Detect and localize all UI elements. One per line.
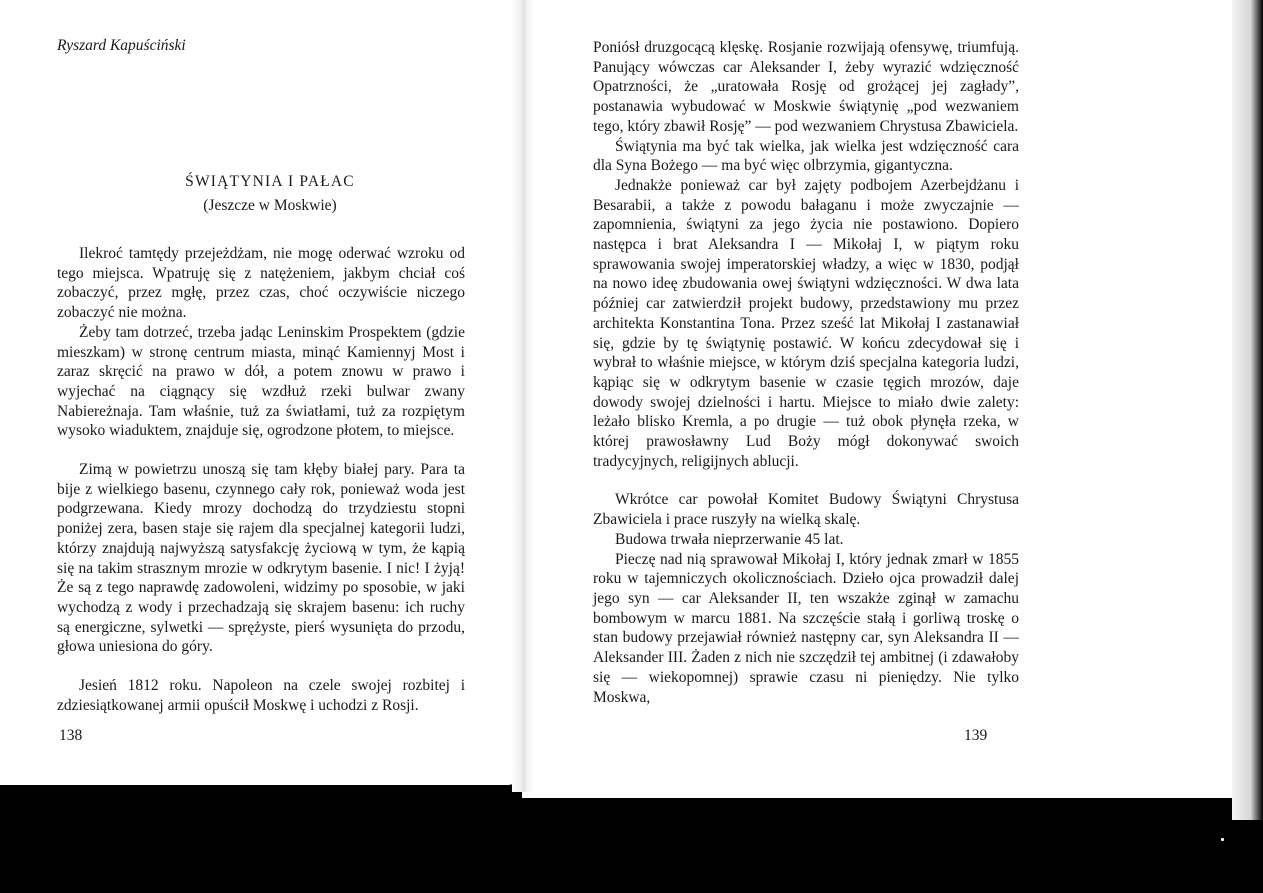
paragraph: Zimą w powietrzu unoszą się tam kłęby białej pary. Para ta bije z wielkiego basenu, czynnego cały rok, ponieważ woda jest podgrzewana. Kiedy mrozy dochodzą do trzydziestu stopni poniżej zera, basen staje się rajem dla specjalnej kategorii ludzi, którzy znajdują najwyższą satysfakcję życiową w tym, że kąpią się na takim strasznym mrozie w odkrytym basenie. I nic! I żyją! Że są z tego naprawdę zadowoleni, widzimy po sposobie, w jaki wychodzą z wody i przechadzają się skrajem basenu: ich ruchy są energiczne, sylwetki — sprężyste, pierś wysunięta do przodu, głowa uniesiona do góry.: [57, 461, 465, 656]
right-page-body: [593, 38, 1019, 707]
paragraph: Ilekroć tamtędy przejeżdżam, nie mogę oderwać wzroku od tego miejsca. Wpatruję się z natężeniem, jakbym chciał coś zobaczyć, przez mgłę, przez czas, choć oczywiście niczego zobaczyć nie można.: [57, 245, 465, 322]
page-edge-shadow: [1232, 0, 1263, 820]
left-page-body: [57, 244, 465, 715]
right-page: [522, 0, 1243, 798]
paragraph: Świątynia ma być tak wielka, jak wielka jest wdzięczność cara dla Syna Bożego — ma być więc olbrzymia, gigantyczna.: [593, 137, 1019, 175]
left-page: [0, 0, 522, 785]
chapter-title: ŚWIĄTYNIA I PAŁAC: [185, 173, 355, 190]
page-number: 139: [964, 727, 988, 744]
running-head: Ryszard Kapuściński: [57, 37, 186, 54]
chapter-subtitle: (Jeszcze w Moskwie): [203, 197, 337, 214]
paragraph: Żeby tam dotrzeć, trzeba jadąc Leninskim Prospektem (gdzie mieszkam) w stronę centrum miasta, minąć Kamiennyj Most i zaraz skręcić na prawo w dół, a potem znowu w prawo i wyjechać na ciągnący się wzdłuż rzeki bulwar zwany Nabiereżnaja. Tam właśnie, tuż za światłami, tuż za rozpiętym wysoko wiaduktem, znajduje się, ogrodzone płotem, to miejsce.: [57, 323, 465, 440]
paragraph: Poniósł druzgocącą klęskę. Rosjanie rozwijają ofensywę, triumfują. Panujący wówczas car Aleksander I, żeby wyrazić wdzięczność Opatrzności, że „uratowała Rosję od grożącej jej zagłady”, postanawia wybudować w Moskwie świątynię „pod wezwaniem tego, który zbawił Rosję” — pod wezwaniem Chrystusa Zbawiciela.: [593, 39, 1019, 135]
dust-speck: [1221, 838, 1224, 841]
paragraph: Jednakże ponieważ car był zajęty podbojem Azerbejdżanu i Besarabii, a także z powodu bałaganu i może zwyczajnie — zapomnienia, świątyni za jego życia nie postawiono. Dopiero następca i brat Aleksandra I — Mikołaj I, w piątym roku sprawowania swojej imperatorskiej władzy, a więc w 1830, podjął na nowo ideę zbudowania owej świątyni wdzięczności. W dwa lata później car zatwierdził projekt budowy, przedstawiony mu przez architekta Konstantina Tona. Przez sześć lat Mikołaj I zastanawiał się, gdzie by tę świątynię postawić. W końcu zdecydował się i wybrał to właśnie miejsce, w którym dziś specjalna kategoria ludzi, kąpiąc się w odkrytym basenie w czasie tęgich mrozów, daje dowody swojej dzielności i hartu. Miejsce to miało dwie zalety: leżało blisko Kremla, a po drugie — tuż obok płynęła rzeka, w której prawosławny Lud Boży mógł dokonywać swoich tradycyjnych, religijnych ablucji.: [593, 176, 1019, 470]
paragraph: Budowa trwała nieprzerwanie 45 lat.: [615, 530, 844, 548]
paragraph: Wkrótce car powołał Komitet Budowy Świątyni Chrystusa Zbawiciela i prace ruszyły na wielką skalę.: [593, 491, 1019, 529]
paragraph: Pieczę nad nią sprawował Mikołaj I, który jednak zmarł w 1855 roku w tajemniczych okolicznościach. Dzieło ojca prowadził dalej jego syn — car Aleksander II, ten wszakże zginął w zamachu bombowym w marcu 1881. Na szczęście stałą i gorliwą troskę o stan budowy przejawiał również następny car, syn Aleksandra II — Aleksander III. Żaden z nich nie szczędził tej ambitnej (i zdawałoby się — wiekopomnej) sprawie czasu ni pieniędzy. Nie tylko Moskwa,: [593, 550, 1019, 706]
book-gutter: [512, 0, 534, 792]
paragraph: Jesień 1812 roku. Napoleon na czele swojej rozbitej i zdziesiątkowanej armii opuścił Moskwę i uchodzi z Rosji.: [57, 677, 465, 714]
page-number: 138: [59, 727, 83, 744]
